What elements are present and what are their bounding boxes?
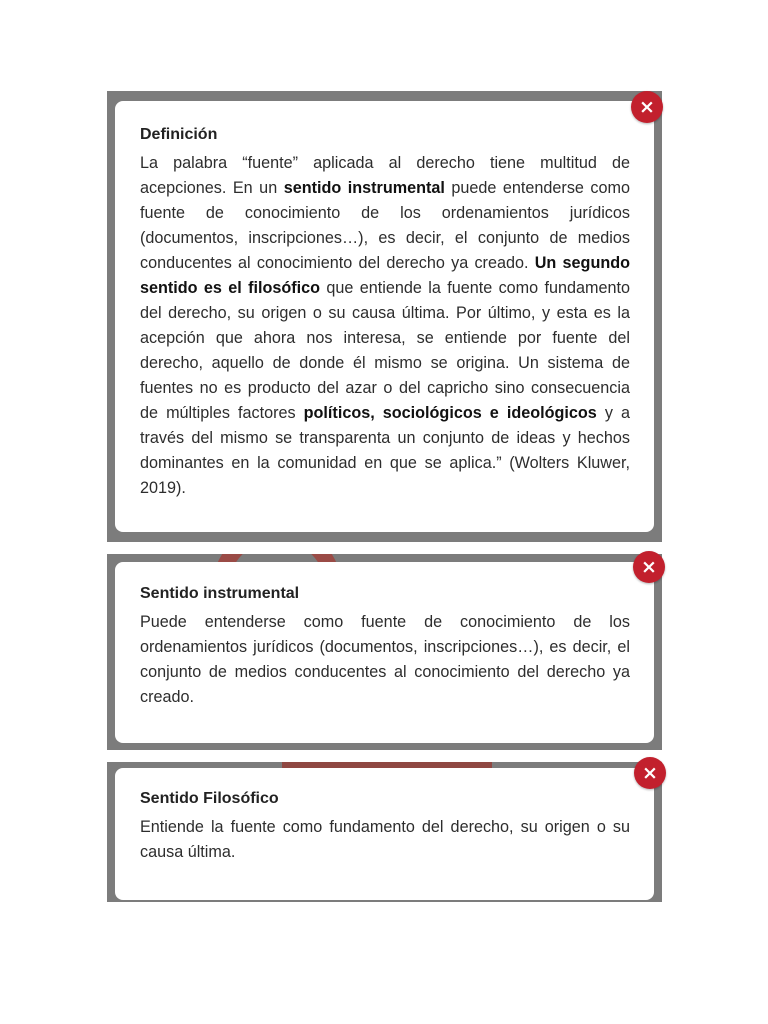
card-title: Definición [140, 126, 218, 143]
instrumental-modal [107, 554, 662, 750]
close-icon: × [639, 96, 655, 118]
body-bold-text: sentido instrumental [283, 179, 445, 197]
close-button[interactable] [631, 91, 663, 123]
body-bold-text: Un segundo sentido es el filosófico [140, 254, 630, 297]
card-title: Sentido Filosófico [140, 790, 279, 807]
body-text: La palabra “fuente” aplicada al derecho tiene multitud de acepciones. En un [140, 154, 630, 197]
instrumental-card [115, 562, 654, 743]
definition-card [115, 101, 654, 532]
body-text: y a través del mismo se transparenta un conjunto de ideas y hechos dominantes en la comunidad en que se aplica.” (Wolters Kluwer, 2019). [140, 404, 631, 497]
philosophical-card [115, 768, 654, 900]
close-button[interactable] [634, 757, 666, 789]
card-body: Entiende la fuente como fundamento del derecho, su origen o su causa última. [140, 818, 630, 861]
body-text: puede entenderse como fuente de conocimiento de los ordenamientos jurídicos (documentos, inscripciones…), es decir, el conjunto de medios conducentes al conocimiento del derecho ya creado. [140, 179, 630, 272]
body-text: que entiende la fuente como fundamento del derecho, su origen o su causa última. Por último, y esta es la acepción que ahora nos interesa, se entiende por fuente del derecho, aquello de donde él mismo se origina. Un sistema de fuentes no es producto del azar o del capricho sino consecuencia de múltiples factores [140, 279, 631, 422]
close-button[interactable] [633, 551, 665, 583]
card-body: Puede entenderse como fuente de conocimiento de los ordenamientos jurídicos (documentos, inscripciones…), es decir, el conjunto de medios conducentes al conocimiento del derecho ya creado. [140, 613, 630, 706]
close-icon: × [642, 762, 658, 784]
close-icon: × [641, 556, 657, 578]
body-bold-text: políticos, sociológicos e ideológicos [303, 404, 597, 422]
card-title: Sentido instrumental [140, 585, 300, 602]
card-body [140, 151, 630, 501]
definition-modal [107, 91, 662, 542]
philosophical-modal [107, 762, 662, 902]
